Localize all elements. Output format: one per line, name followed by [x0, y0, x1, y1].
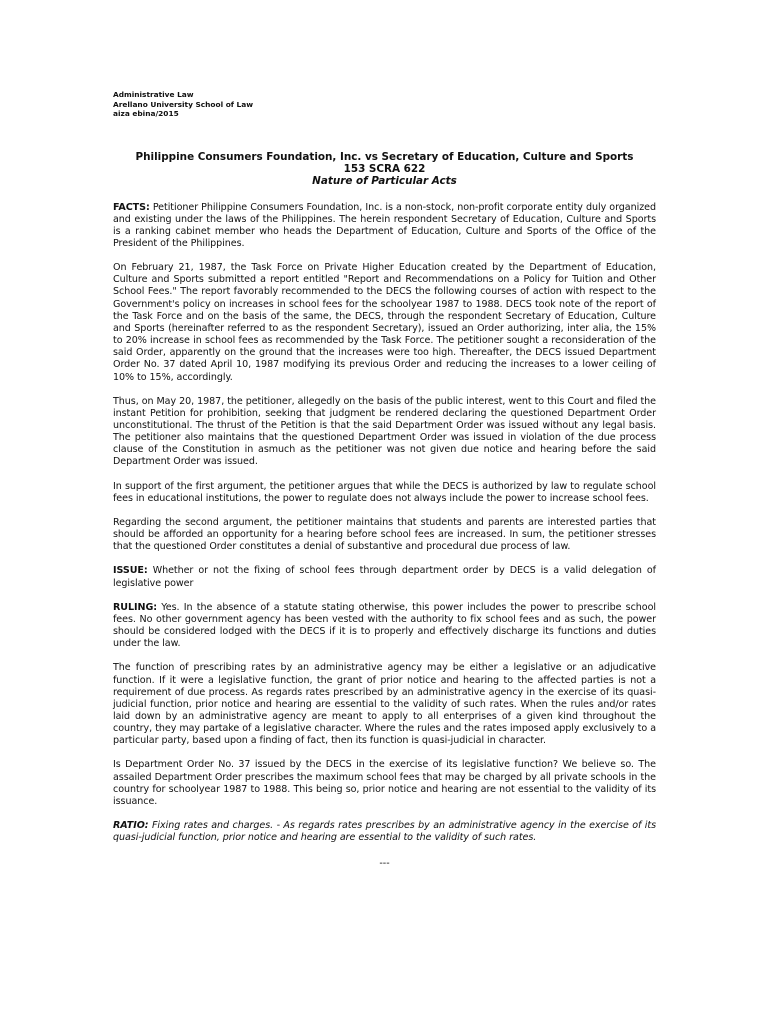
case-title-block: [113, 151, 656, 187]
ruling-paragraph: [113, 602, 656, 651]
issue-paragraph: [113, 565, 656, 589]
body-paragraph-6: Is Department Order No. 37 issued by the DECS in the exercise of its legislative function? We believe so. The assailed Department Order prescribes the maximum school fees that may be charged by all private schools in the country for schoolyear 1987 to 1988. This being so, prior notice and hearing are not essential to the validity of its issuance.: [113, 759, 656, 807]
body-paragraph-3: In support of the first argument, the petitioner argues that while the DECS is authorized by law to regulate school fees in educational institutions, the power to regulate does not always include the power to increase school fees.: [113, 480, 656, 504]
body-paragraph-4: Regarding the second argument, the petitioner maintains that students and parents are interested parties that should be afforded an opportunity for a hearing before school fees are increased. In sum, the petitioner stresses that the questioned Order constitutes a denial of substantive and procedural due process of law.: [113, 516, 656, 553]
body-paragraph-1: On February 21, 1987, the Task Force on Private Higher Education created by the Department of Education, Culture and Sports submitted a report entitled "Report and Recommendations on a Policy for Tuition and Other School Fees." The report favorably recommended to the DECS the following courses of action with respect to the Government's policy on increases in school fees for the schoolyear 1987 to 1988. DECS took note of the report of the Task Force and on the basis of the same, the DECS, through the respondent Secretary of Education, Culture and Sports (hereinafter referred to as the respondent Secretary), issued an Order authorizing, inter alia, the 15% to 20% increase in school fees as recommended by the Task Force. The petitioner sought a reconsideration of the said Order, apparently on the ground that the increases were too high. Thereafter, the DECS issued Department Order No. 37 dated April 10, 1987 modifying its previous Order and reducing the increases to a lower ceiling of 10% to 15%, accordingly.: [113, 262, 656, 383]
issue-text: Whether or not the fixing of school fees through department order by DECS is a valid delegation of legislative power: [113, 565, 656, 589]
ruling-label: RULING:: [113, 601, 158, 613]
ratio-label: RATIO:: [113, 820, 149, 832]
facts-text: Petitioner Philippine Consumers Foundation, Inc. is a non-stock, non-profit corporate entity duly organized and existing under the laws of the Philippines. The herein respondent Secretary of Education, Culture and Sports is a ranking cabinet member who heads the Department of Education, Culture and Sports of the Office of the President of the Philippines.: [113, 201, 656, 249]
end-separator: ---: [379, 858, 390, 870]
header-school: Arellano University School of Law: [113, 99, 254, 109]
issue-label: ISSUE:: [113, 565, 148, 577]
ratio-paragraph: [113, 820, 656, 844]
ruling-text: Yes. In the absence of a statute stating otherwise, this power includes the power to prescribe school fees. No other government agency has been vested with the authority to fix school fees and as such, the power should be considered lodged with the DECS if it is to properly and effectively discharge its functions and duties under the law.: [113, 601, 656, 650]
header-author: aiza ebina/2015: [113, 109, 179, 118]
facts-label: FACTS:: [113, 201, 150, 213]
case-citation: 153 SCRA 622: [343, 162, 426, 175]
document-page: [113, 90, 656, 869]
case-title: Philippine Consumers Foundation, Inc. vs Secretary of Education, Culture and Sports: [135, 150, 634, 163]
ratio-text: Fixing rates and charges. - As regards rates prescribes by an administrative agency in the exercise of its quasi-judicial function, prior notice and hearing are essential to the validity of such rates.: [113, 820, 656, 844]
facts-paragraph: [113, 202, 656, 251]
body-paragraph-5: The function of prescribing rates by an administrative agency may be either a legislative or an adjudicative function. If it were a legislative function, the grant of prior notice and hearing to the affected parties is not a requirement of due process. As regards rates prescribed by an administrative agency in the exercise of its quasi-judicial function, prior notice and hearing are essential to the validity of such rates. When the rules and/or rates laid down by an administrative agency are meant to apply to all enterprises of a given kind throughout the country, they may partake of a legislative character. Where the rules and the rates imposed apply exclusively to a particular party, based upon a finding of fact, then its function is quasi-judicial in character.: [113, 662, 656, 747]
case-topic: Nature of Particular Acts: [312, 174, 457, 187]
header-course: Administrative Law: [113, 90, 194, 99]
body-paragraph-2: Thus, on May 20, 1987, the petitioner, allegedly on the basis of the public interest, went to this Court and filed the instant Petition for prohibition, seeking that judgment be rendered declaring the questioned Department Order unconstitutional. The thrust of the Petition is that the said Department Order was issued without any legal basis. The petitioner also maintains that the questioned Department Order was issued in violation of the due process clause of the Constitution in asmuch as the petitioner was not given due notice and hearing before the said Department Order was issued.: [113, 395, 656, 468]
